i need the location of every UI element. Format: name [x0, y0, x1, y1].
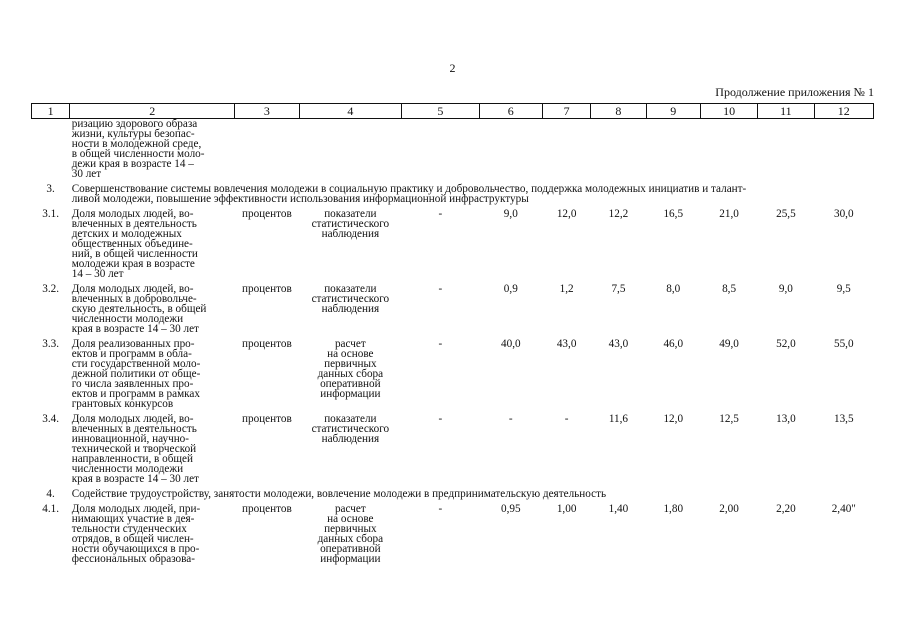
value-cell: 0,9	[503, 283, 518, 295]
value-cell: 9,0	[778, 283, 793, 295]
value-cell: 2,40"	[831, 503, 856, 515]
value-cell: 1,00	[556, 503, 577, 515]
unit-cell: процентов	[242, 338, 292, 350]
source-cell: показатели статистического наблюдения	[311, 413, 390, 445]
value-cell	[542, 119, 590, 180]
source-cell	[299, 119, 402, 180]
value-cell: 12,0	[663, 413, 684, 425]
indicator-name: Доля молодых людей, во- влеченных в деятельность детских и молодежных общественных объедине- ний, в общей численности молодежи края в возрасте 14 – 30 лет	[71, 208, 198, 280]
value-cell: 21,0	[719, 208, 739, 220]
source-cell: показатели статистического наблюдения	[311, 208, 390, 240]
value-cell: -	[438, 503, 443, 515]
value-cell: 1,40	[608, 503, 629, 515]
indicator-name: Доля молодых людей, во- влеченных в добровольче- скую деятельность, в общей численности молодежи края в возрасте 14 – 30 лет	[71, 283, 207, 335]
value-cell: -	[438, 338, 443, 350]
header-cell: 8	[591, 104, 646, 119]
section-title: Совершенствование системы вовлечения молодежи в социальную практику и добровольчество, поддержка молодежных инициатив и талант- ливой молодежи, повышение эффективности использования информационной инфраструктуры	[71, 183, 747, 205]
header-row	[32, 104, 874, 119]
unit-cell: процентов	[242, 413, 292, 425]
value-cell: 43,0	[608, 338, 629, 350]
header-cell: 11	[758, 104, 814, 119]
header-cell: 9	[646, 104, 700, 119]
value-cell: 30,0	[833, 208, 854, 220]
value-cell	[814, 119, 873, 180]
value-cell: 13,5	[833, 413, 854, 425]
indicator-name: Доля молодых людей, во- влеченных в деятельность инновационной, научно- технической и творческой направленности, в общей численности молодежи края в возрасте 14 – 30 лет	[71, 413, 199, 485]
value-cell: 1,2	[559, 283, 574, 295]
value-cell: 13,0	[776, 413, 796, 425]
table-row	[32, 339, 874, 409]
section-row	[32, 489, 874, 499]
source-cell: расчет на основе первичных данных сбора оперативной информации	[317, 338, 384, 400]
value-cell: -	[508, 413, 513, 425]
value-cell: 43,0	[556, 338, 577, 350]
value-cell: 55,0	[833, 338, 854, 350]
source-cell: показатели статистического наблюдения	[311, 283, 390, 315]
row-number: 3.3.	[42, 338, 59, 350]
value-cell: 12,2	[608, 208, 629, 220]
value-cell: 8,5	[722, 283, 737, 295]
section-title: Содействие трудоустройству, занятости молодежи, вовлечение молодежи в предпринимательскую деятельность	[71, 488, 607, 500]
header-cell: 7	[542, 104, 590, 119]
value-cell: -	[438, 283, 443, 295]
value-cell: 8,0	[666, 283, 681, 295]
row-number: 4.	[46, 488, 55, 500]
value-cell	[646, 119, 700, 180]
unit-cell	[235, 119, 299, 180]
row-number: 3.1.	[42, 208, 59, 220]
value-cell: 46,0	[663, 338, 684, 350]
value-cell: 1,80	[663, 503, 684, 515]
indicators-table	[31, 103, 874, 564]
section-row	[32, 184, 874, 204]
unit-cell: процентов	[242, 283, 292, 295]
row-number: 3.2.	[42, 283, 59, 295]
page-number: 2	[449, 61, 456, 75]
source-cell: расчет на основе первичных данных сбора оперативной информации	[317, 503, 384, 565]
value-cell: 40,0	[501, 338, 521, 350]
value-cell: 0,95	[501, 503, 521, 515]
header-cell: 1	[32, 104, 70, 119]
value-cell: 12,5	[719, 413, 739, 425]
value-cell: 25,5	[776, 208, 796, 220]
value-cell: 9,0	[503, 208, 518, 220]
value-cell: 16,5	[663, 208, 684, 220]
row-number	[32, 119, 70, 180]
unit-cell: процентов	[242, 503, 292, 515]
value-cell	[591, 119, 646, 180]
header-cell: 6	[479, 104, 542, 119]
value-cell: 52,0	[776, 338, 796, 350]
table-row	[32, 209, 874, 279]
value-cell: 9,5	[836, 283, 851, 295]
value-cell: 7,5	[611, 283, 626, 295]
value-cell: 49,0	[719, 338, 739, 350]
value-cell: -	[438, 413, 443, 425]
value-cell: 11,6	[608, 413, 629, 425]
indicator-name: Доля молодых людей, при- нимающих участие в дея- тельности студенческих отрядов, в общей числен- ности обучающихся в про- фессиональных образова-	[71, 503, 201, 565]
header-cell: 5	[402, 104, 479, 119]
header-cell: 2	[70, 104, 235, 119]
indicator-name: ризацию здорового образа жизни, культуры безопас- ности в молодежной среде, в общей численности моло- дежи края в возрасте 14 – 30 лет	[71, 118, 205, 180]
table-row	[32, 504, 874, 564]
value-cell	[758, 119, 814, 180]
value-cell: 2,20	[776, 503, 796, 515]
row-number: 4.1.	[42, 503, 59, 515]
row-number: 3.	[46, 183, 55, 195]
value-cell	[700, 119, 757, 180]
value-cell: -	[438, 208, 443, 220]
value-cell: 12,0	[556, 208, 577, 220]
value-cell: -	[564, 413, 569, 425]
table-row	[32, 284, 874, 334]
row-number: 3.4.	[42, 413, 59, 425]
continuation-label: Продолжение приложения № 1	[715, 85, 874, 99]
value-cell	[479, 119, 542, 180]
header-cell: 3	[235, 104, 299, 119]
value-cell	[402, 119, 479, 180]
table-row	[32, 119, 874, 180]
header-cell: 4	[299, 104, 402, 119]
unit-cell: процентов	[242, 208, 292, 220]
header-cell: 12	[814, 104, 873, 119]
table-row	[32, 414, 874, 484]
header-cell: 10	[700, 104, 757, 119]
indicator-name: Доля реализованных про- ектов и программ в обла- сти государственной моло- дежной политики от обще- го числа заявленных про- ектов и программ в рамках грантовых конкурсов	[71, 338, 201, 410]
value-cell: 2,00	[719, 503, 739, 515]
